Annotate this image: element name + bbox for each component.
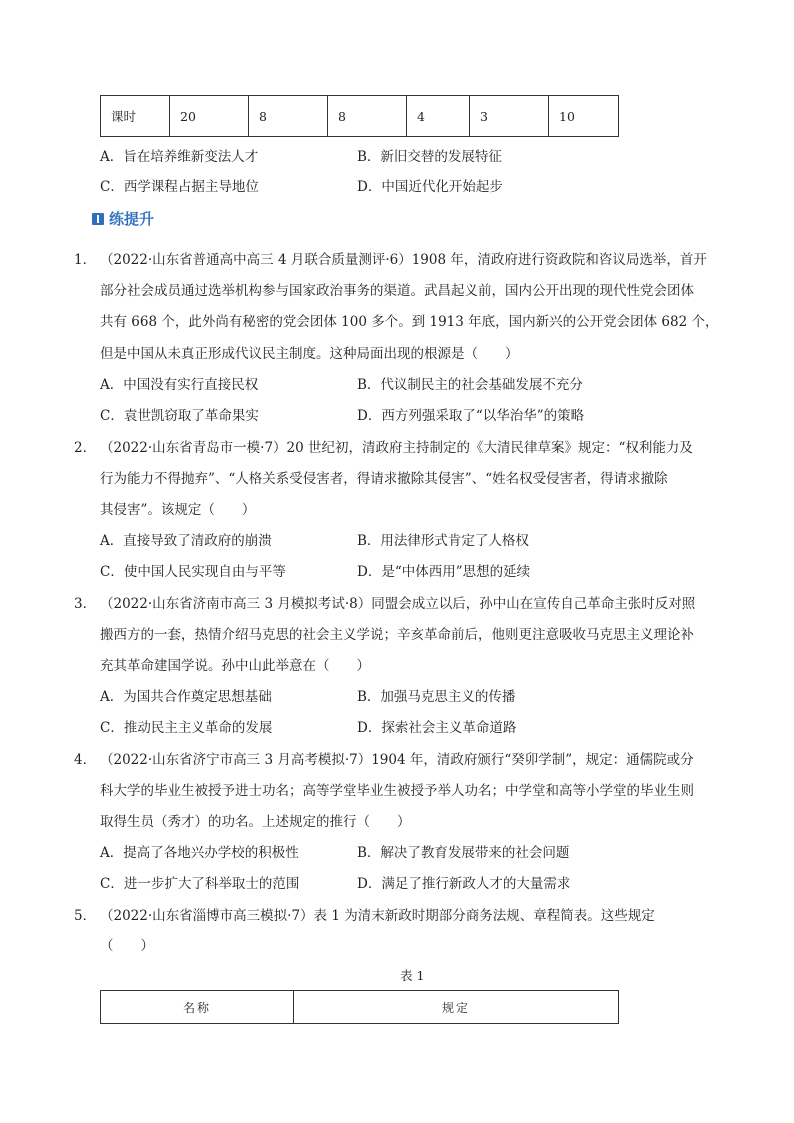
table-cell: 3 [470, 96, 549, 137]
question-text-line: （2022·山东省济宁市高三 3 月高考模拟·7）1904 年，清政府颁行“癸卯学制”，规定：通儒院或分 [100, 752, 694, 768]
regulations-table [100, 990, 619, 1024]
option-a: A．旨在培养维新变法人才 [100, 149, 259, 165]
options-row [100, 716, 700, 738]
question-text-line: （2022·山东省济南市高三 3 月模拟考试·8）同盟会成立以后，孙中山在宣传自己革命主张时反对照 [100, 596, 696, 612]
options-row [100, 529, 700, 551]
option-a: A．中国没有实行直接民权 [100, 377, 259, 393]
question-text-line: 共有 668 个，此外尚有秘密的党会团体 100 多个。到 1913 年底，国内新兴的公开党会团体 682 个， [100, 314, 719, 330]
options-row [100, 685, 700, 707]
question-number: 1． [74, 252, 97, 268]
table-header-name: 名称 [101, 991, 294, 1024]
question-number: 5． [74, 908, 97, 924]
option-c: C．推动民主主义革命的发展 [100, 720, 273, 736]
table-caption: 表 1 [400, 968, 425, 983]
option-a: A．直接导致了清政府的崩溃 [100, 533, 272, 549]
question-text-line: 行为能力不得抛弃”、“人格关系受侵害者，得请求撤除其侵害”、“姓名权受侵害者，得请求撤除 [100, 471, 668, 487]
option-a: A．为国共合作奠定思想基础 [100, 689, 272, 705]
question-number: 4． [74, 752, 97, 768]
question-text-line: 充其革命建国学说。孙中山此举意在（ ） [100, 658, 370, 674]
options-row [100, 404, 700, 426]
option-c: C．进一步扩大了科举取士的范围 [100, 876, 300, 892]
option-b: B．加强马克思主义的传播 [357, 689, 516, 705]
section-heading [92, 208, 154, 229]
table-cell: 4 [407, 96, 470, 137]
question-text-line: 搬西方的一套，热情介绍马克思的社会主义学说；辛亥革命前后，他则更注意吸收马克思主义理论补 [100, 627, 694, 643]
options-row [100, 872, 700, 894]
option-d: D．中国近代化开始起步 [357, 179, 503, 195]
question-text-line: （2022·山东省淄博市高三模拟·7）表 1 为清末新政时期部分商务法规、章程简表。这些规定 [100, 908, 655, 924]
option-b: B．新旧交替的发展特征 [357, 149, 502, 165]
option-d: D．满足了推行新政人才的大量需求 [357, 876, 571, 892]
table-cell: 20 [170, 96, 249, 137]
table-header-row [101, 991, 619, 1024]
question-text-line: 其侵害”。该规定（ ） [100, 502, 256, 518]
question-text-line: 但是中国从未真正形成代议民主制度。这种局面出现的根源是（ ） [100, 346, 519, 362]
question-text-line: （2022·山东省青岛市一模·7）20 世纪初，清政府主持制定的《大清民律草案》规定：“权利能力及 [100, 440, 693, 456]
option-b: B．解决了教育发展带来的社会问题 [357, 845, 570, 861]
question-text-line: 取得生员（秀才）的功名。上述规定的推行（ ） [100, 814, 411, 830]
class-hours-table [100, 95, 619, 137]
table-row [101, 96, 619, 137]
question-text-line: 科大学的毕业生被授予进士功名；高等学堂毕业生被授予举人功名；中学堂和高等小学堂的毕业生则 [100, 783, 694, 799]
question-text-line: （ ） [100, 938, 154, 954]
book-icon [92, 213, 104, 225]
table-header-rule: 规定 [294, 991, 619, 1024]
option-d: D．西方列强采取了“以华治华”的策略 [357, 408, 585, 424]
question-text-line: 部分社会成员通过选举机构参与国家政治事务的渠道。武昌起义前，国内公开出现的现代性党会团体 [100, 283, 694, 299]
question-number: 3． [74, 596, 97, 612]
options-row [100, 841, 700, 863]
table-cell: 10 [549, 96, 619, 137]
question-text-line: （2022·山东省普通高中高三 4 月联合质量测评·6）1908 年，清政府进行资政院和咨议局选举，首开 [100, 252, 707, 268]
option-d: D．探索社会主义革命道路 [357, 720, 517, 736]
table-label-cell: 课时 [101, 96, 170, 137]
table-cell: 8 [328, 96, 407, 137]
options-row [100, 560, 700, 582]
option-b: B．代议制民主的社会基础发展不充分 [357, 377, 583, 393]
option-a: A．提高了各地兴办学校的积极性 [100, 845, 299, 861]
option-c: C．西学课程占据主导地位 [100, 179, 259, 195]
table-cell: 8 [249, 96, 328, 137]
options-row [100, 373, 700, 395]
options-row [100, 175, 700, 197]
option-b: B．用法律形式肯定了人格权 [357, 533, 529, 549]
option-c: C．袁世凯窃取了革命果实 [100, 408, 259, 424]
options-row [100, 145, 700, 167]
option-c: C．使中国人民实现自由与平等 [100, 564, 286, 580]
question-number: 2． [74, 440, 97, 456]
section-title: 练提升 [109, 210, 155, 228]
option-d: D．是“中体西用”思想的延续 [357, 564, 531, 580]
